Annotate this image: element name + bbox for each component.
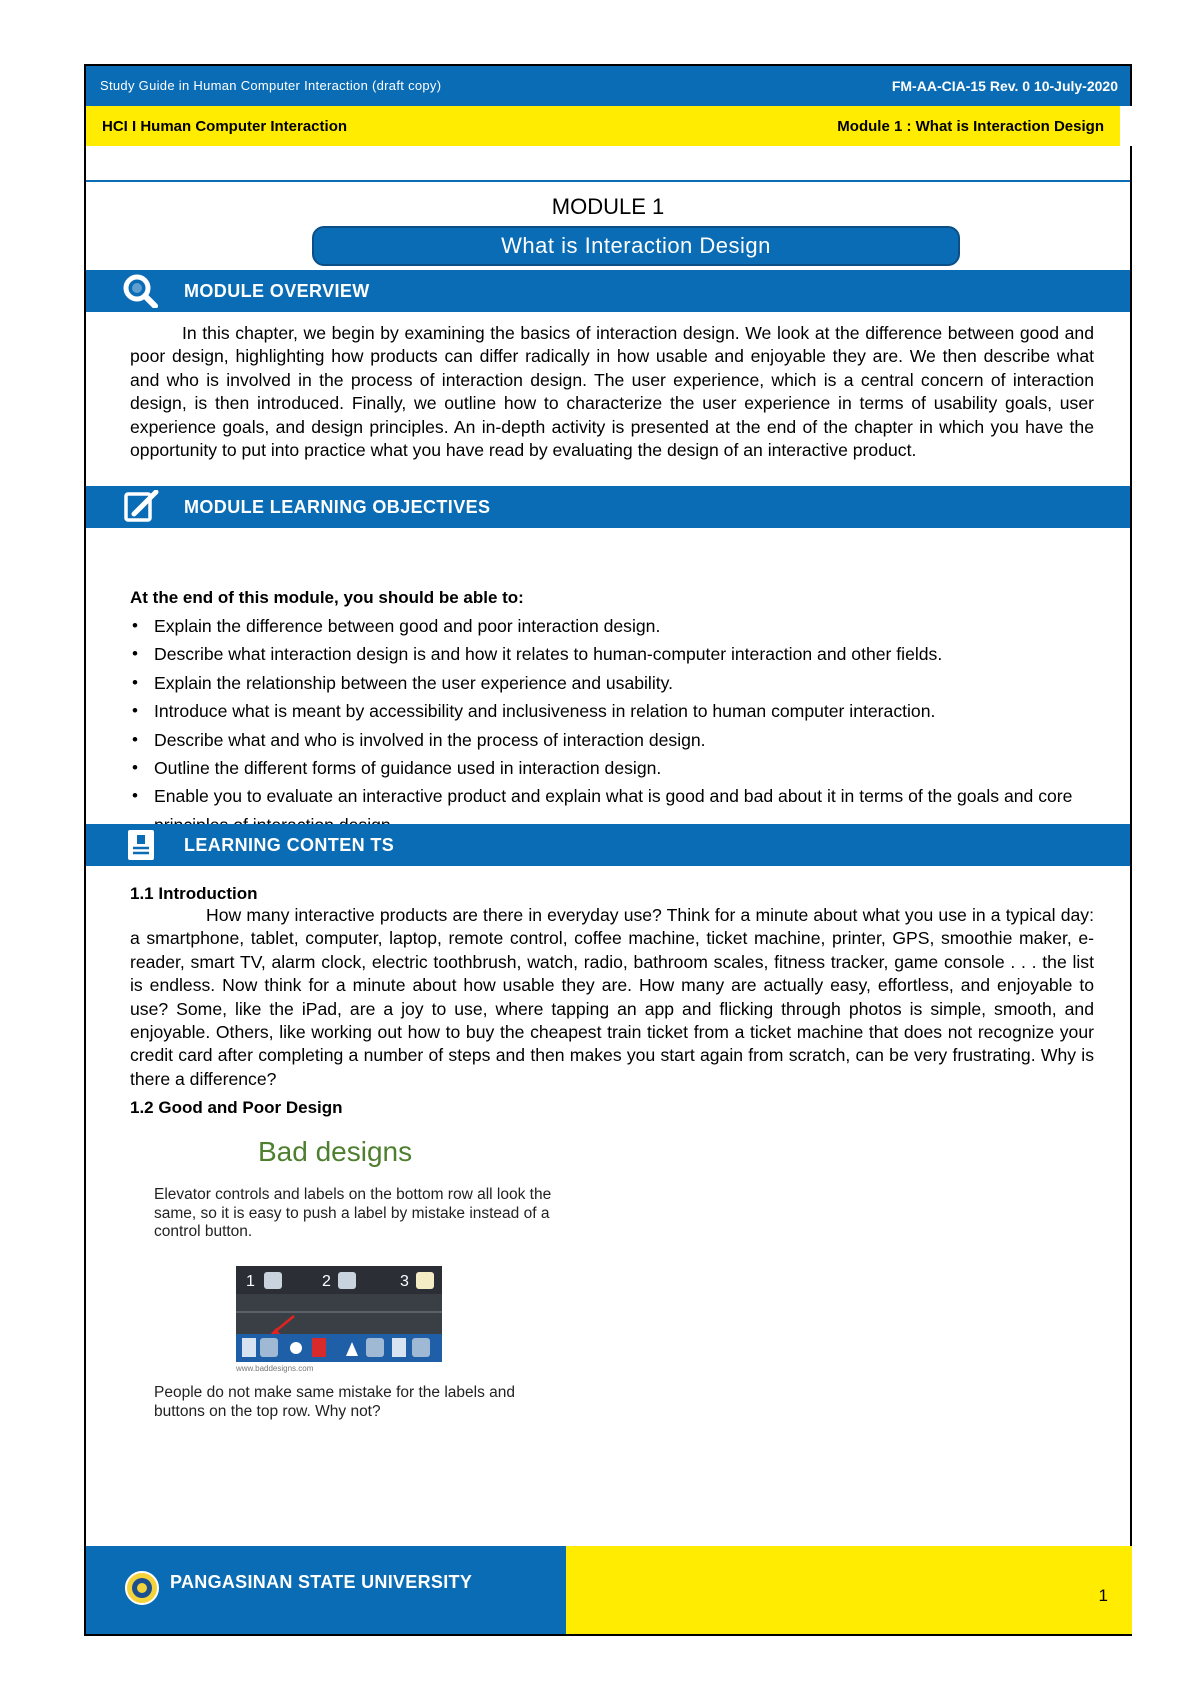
intro-text: How many interactive products are there in everyday use? Think for a minute about what you use in a typical day: a smartphone, tablet, computer, laptop, remote control, coffee machine, ticket machine, printer, GPS, smoothie maker, e-reader, smart TV, alarm clock, electric toothbrush, watch, radio, bathroom scales, fitness tracker, game console . . . the list is endless. Now think for a minute about how usable they are. How many are actually easy, effortless, and enjoyable to use? Some, like the iPad, are a joy to use, where tapping an app and flicking through photos is simple, smooth, and enjoyable. Others, like working out how to buy the cheapest train ticket from a ticket machine that does not recognize your credit card after completing a number of steps and then makes you start again from scratch, can be very frustrating. Why is there a difference? [130,905,1094,1089]
floor-button [338,1272,356,1289]
objectives-heading: MODULE LEARNING OBJECTIVES [184,497,491,517]
magnifier-icon [122,274,162,308]
figure-caption-bottom: People do not make same mistake for the labels and buttons on the top row. Why not? [154,1384,516,1420]
objective-item: • Describe what and who is involved in the process of interaction design. [130,726,1090,754]
intro-heading: 1.1 Introduction [130,884,258,903]
footer-university-bar [86,1546,566,1634]
objective-item: • Explain the relationship between the user experience and usability. [130,669,1090,697]
guide-title: Study Guide in Human Computer Interaction (draft copy) [100,78,442,93]
objectives-list [130,612,1090,839]
design-heading: 1.2 Good and Poor Design [130,1098,343,1117]
floor-button [264,1272,282,1289]
university-name: PANGASINAN STATE UNIVERSITY [170,1572,473,1592]
figure-title: Bad designs [258,1136,413,1167]
objective-item: • Describe what interaction design is and how it relates to human-computer interaction and other fields. [130,640,1090,668]
objective-item: • Introduce what is meant by accessibility and inclusiveness in relation to human computer interaction. [130,697,1090,725]
module-title: What is Interaction Design [312,226,960,266]
elevator-panel-photo [236,1266,442,1362]
page-number: 1 [1098,1586,1108,1605]
floor-label: 3 [400,1273,409,1290]
header-bar [86,66,1130,106]
document-icon [122,828,162,862]
overview-band [86,270,1130,312]
module-number: MODULE 1 [551,194,665,219]
contents-band [86,824,1130,866]
document-page [84,64,1132,1636]
objective-item: • Outline the different forms of guidance used in interaction design. [130,754,1090,782]
floor-label: 1 [246,1273,255,1290]
edit-pencil-icon [122,490,162,524]
university-seal-icon [124,1570,160,1606]
floor-label: 2 [322,1273,331,1290]
elevator-panel-graphic [236,1266,442,1362]
overview-paragraph [130,322,1094,462]
form-code: FM-AA-CIA-15 Rev. 0 10-July-2020 [891,78,1118,94]
course-bar-gap [1120,106,1132,146]
objectives-lead: At the end of this module, you should be able to: [130,588,524,607]
contents-heading: LEARNING CONTEN TS [184,835,395,855]
module-reference: Module 1 : What is Interaction Design [837,118,1104,135]
course-name: HCI I Human Computer Interaction [102,118,348,135]
overview-heading: MODULE OVERVIEW [184,281,370,301]
footer-page-bar [566,1546,1132,1634]
header-divider [86,180,1130,182]
intro-paragraph [130,904,1094,1091]
objective-item: • Explain the difference between good and poor interaction design. [130,612,1090,640]
bad-designs-figure [154,1136,554,1420]
course-bar [86,106,1132,146]
objective-item: • Enable you to evaluate an interactive product and explain what is good and bad about it in terms of the goals and core [130,782,1090,839]
figure-caption-top: Elevator controls and labels on the bottom row all look the same, so it is easy to push a label by mistake instead of a control button. [154,1186,552,1241]
overview-text: In this chapter, we begin by examining the basics of interaction design. We look at the difference between good and poor design, highlighting how products can differ radically in how usable and enjoyable they are. We then describe what and who is involved in the process of interaction design. The user experience, which is a central concern of interaction design, is then introduced. Finally, we outline how to characterize the user experience in terms of usability goals, user experience goals, and design principles. An in-depth activity is presented at the end of the chapter in which you have the opportunity to put into practice what you have read by evaluating the design of an interactive product. [130,323,1094,461]
floor-button [416,1272,434,1289]
figure-source: www.baddesigns.com [236,1364,314,1373]
objectives-band [86,486,1130,528]
